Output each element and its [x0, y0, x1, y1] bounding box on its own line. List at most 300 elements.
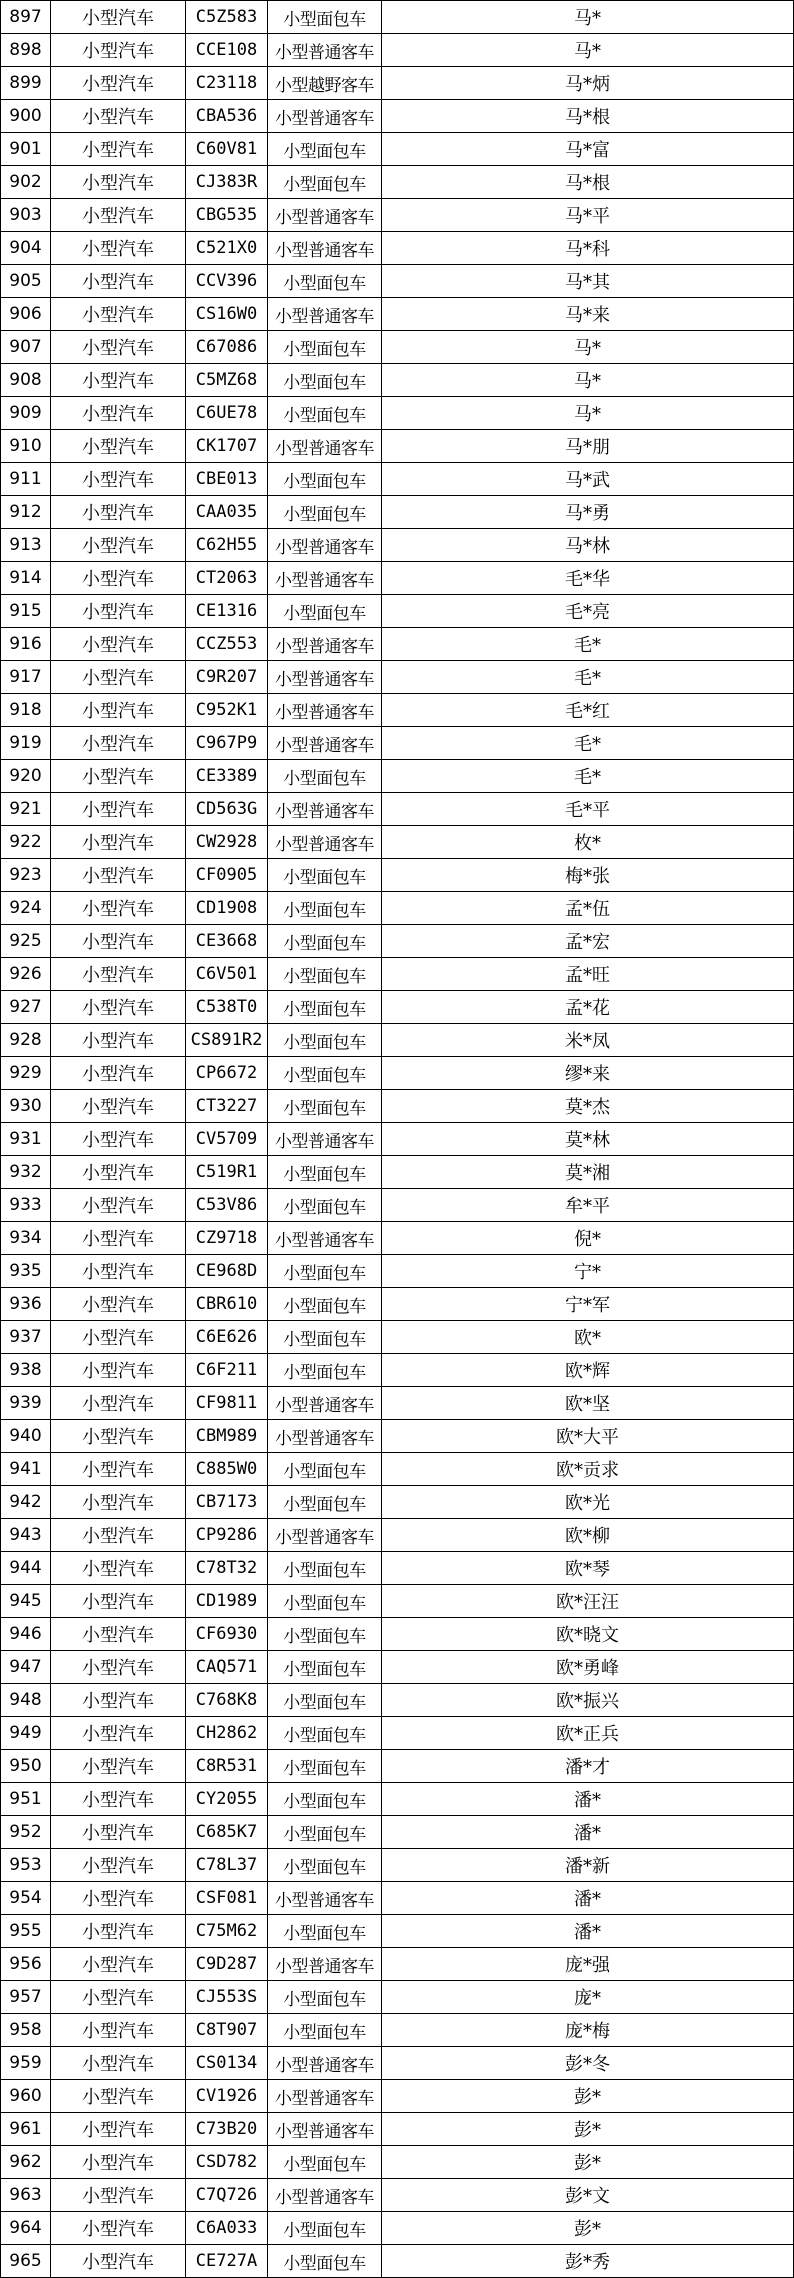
table-row — [1, 1090, 794, 1123]
vehicle-type-cell: 小型越野客车 — [268, 67, 382, 100]
row-number-cell: 952 — [1, 1816, 51, 1849]
table-row — [1, 364, 794, 397]
row-number-cell: 951 — [1, 1783, 51, 1816]
vehicle-type-cell: 小型面包车 — [268, 1024, 382, 1057]
owner-name-cell: 马* — [382, 397, 794, 430]
row-number-cell: 956 — [1, 1948, 51, 1981]
vehicle-type-cell: 小型面包车 — [268, 2245, 382, 2278]
vehicle-category-cell: 小型汽车 — [51, 1420, 186, 1453]
vehicle-type-cell: 小型面包车 — [268, 1288, 382, 1321]
vehicle-type-cell: 小型面包车 — [268, 1618, 382, 1651]
row-number-cell: 935 — [1, 1255, 51, 1288]
vehicle-category-cell: 小型汽车 — [51, 1024, 186, 1057]
vehicle-category-cell: 小型汽车 — [51, 925, 186, 958]
plate-number-cell: C9R207 — [186, 661, 268, 694]
vehicle-category-cell: 小型汽车 — [51, 859, 186, 892]
vehicle-category-cell: 小型汽车 — [51, 694, 186, 727]
vehicle-type-cell: 小型普通客车 — [268, 1420, 382, 1453]
table-row — [1, 760, 794, 793]
row-number-cell: 907 — [1, 331, 51, 364]
vehicle-type-cell: 小型面包车 — [268, 595, 382, 628]
table-row — [1, 166, 794, 199]
vehicle-category-cell: 小型汽车 — [51, 430, 186, 463]
vehicle-category-cell: 小型汽车 — [51, 1288, 186, 1321]
table-row — [1, 1651, 794, 1684]
vehicle-type-cell: 小型普通客车 — [268, 1882, 382, 1915]
vehicle-category-cell: 小型汽车 — [51, 1321, 186, 1354]
vehicle-type-cell: 小型面包车 — [268, 958, 382, 991]
table-row — [1, 826, 794, 859]
owner-name-cell: 马* — [382, 34, 794, 67]
owner-name-cell: 潘* — [382, 1783, 794, 1816]
owner-name-cell: 欧*辉 — [382, 1354, 794, 1387]
plate-number-cell: C8R531 — [186, 1750, 268, 1783]
row-number-cell: 917 — [1, 661, 51, 694]
table-row — [1, 1255, 794, 1288]
table-row — [1, 199, 794, 232]
plate-number-cell: C885W0 — [186, 1453, 268, 1486]
row-number-cell: 930 — [1, 1090, 51, 1123]
vehicle-category-cell: 小型汽车 — [51, 1354, 186, 1387]
owner-name-cell: 孟*伍 — [382, 892, 794, 925]
table-row — [1, 1783, 794, 1816]
plate-number-cell: C67086 — [186, 331, 268, 364]
row-number-cell: 947 — [1, 1651, 51, 1684]
plate-number-cell: CD1989 — [186, 1585, 268, 1618]
row-number-cell: 928 — [1, 1024, 51, 1057]
plate-number-cell: CD1908 — [186, 892, 268, 925]
table-row — [1, 892, 794, 925]
vehicle-category-cell: 小型汽车 — [51, 1255, 186, 1288]
row-number-cell: 932 — [1, 1156, 51, 1189]
row-number-cell: 913 — [1, 529, 51, 562]
owner-name-cell: 毛*平 — [382, 793, 794, 826]
row-number-cell: 964 — [1, 2212, 51, 2245]
plate-number-cell: CV1926 — [186, 2080, 268, 2113]
owner-name-cell: 马*其 — [382, 265, 794, 298]
owner-name-cell: 潘*新 — [382, 1849, 794, 1882]
plate-number-cell: C73B20 — [186, 2113, 268, 2146]
plate-number-cell: CY2055 — [186, 1783, 268, 1816]
owner-name-cell: 莫*杰 — [382, 1090, 794, 1123]
vehicle-category-cell: 小型汽车 — [51, 265, 186, 298]
plate-number-cell: C538T0 — [186, 991, 268, 1024]
owner-name-cell: 孟*花 — [382, 991, 794, 1024]
vehicle-type-cell: 小型面包车 — [268, 1849, 382, 1882]
plate-number-cell: C78L37 — [186, 1849, 268, 1882]
row-number-cell: 909 — [1, 397, 51, 430]
owner-name-cell: 彭*冬 — [382, 2047, 794, 2080]
vehicle-type-cell: 小型普通客车 — [268, 232, 382, 265]
row-number-cell: 934 — [1, 1222, 51, 1255]
vehicle-category-cell: 小型汽车 — [51, 34, 186, 67]
plate-number-cell: CS0134 — [186, 2047, 268, 2080]
owner-name-cell: 欧*贡求 — [382, 1453, 794, 1486]
vehicle-type-cell: 小型面包车 — [268, 2146, 382, 2179]
row-number-cell: 920 — [1, 760, 51, 793]
owner-name-cell: 缪*来 — [382, 1057, 794, 1090]
plate-number-cell: CBR610 — [186, 1288, 268, 1321]
vehicle-category-cell: 小型汽车 — [51, 1717, 186, 1750]
owner-name-cell: 马*朋 — [382, 430, 794, 463]
row-number-cell: 948 — [1, 1684, 51, 1717]
vehicle-category-cell: 小型汽车 — [51, 463, 186, 496]
row-number-cell: 918 — [1, 694, 51, 727]
owner-name-cell: 彭* — [382, 2080, 794, 2113]
plate-number-cell: CS891R2 — [186, 1024, 268, 1057]
plate-number-cell: CAQ571 — [186, 1651, 268, 1684]
table-row — [1, 1024, 794, 1057]
vehicle-type-cell: 小型面包车 — [268, 1156, 382, 1189]
table-row — [1, 2146, 794, 2179]
owner-name-cell: 马* — [382, 1, 794, 34]
table-row — [1, 2080, 794, 2113]
table-row — [1, 2212, 794, 2245]
row-number-cell: 937 — [1, 1321, 51, 1354]
vehicle-type-cell: 小型面包车 — [268, 1816, 382, 1849]
row-number-cell: 944 — [1, 1552, 51, 1585]
table-row — [1, 2179, 794, 2212]
row-number-cell: 911 — [1, 463, 51, 496]
owner-name-cell: 潘* — [382, 1816, 794, 1849]
row-number-cell: 921 — [1, 793, 51, 826]
vehicle-type-cell: 小型面包车 — [268, 397, 382, 430]
table-row — [1, 958, 794, 991]
vehicle-category-cell: 小型汽车 — [51, 2212, 186, 2245]
owner-name-cell: 欧*柳 — [382, 1519, 794, 1552]
table-row — [1, 1519, 794, 1552]
plate-number-cell: C60V81 — [186, 133, 268, 166]
owner-name-cell: 米*凤 — [382, 1024, 794, 1057]
table-row — [1, 1717, 794, 1750]
owner-name-cell: 彭*文 — [382, 2179, 794, 2212]
owner-name-cell: 马*平 — [382, 199, 794, 232]
vehicle-category-cell: 小型汽车 — [51, 364, 186, 397]
owner-name-cell: 莫*林 — [382, 1123, 794, 1156]
row-number-cell: 910 — [1, 430, 51, 463]
plate-number-cell: CBG535 — [186, 199, 268, 232]
owner-name-cell: 毛*亮 — [382, 595, 794, 628]
plate-number-cell: CCZ553 — [186, 628, 268, 661]
plate-number-cell: CE727A — [186, 2245, 268, 2278]
row-number-cell: 949 — [1, 1717, 51, 1750]
vehicle-type-cell: 小型普通客车 — [268, 100, 382, 133]
vehicle-category-cell: 小型汽车 — [51, 661, 186, 694]
table-body — [1, 1, 794, 2278]
vehicle-category-cell: 小型汽车 — [51, 1222, 186, 1255]
plate-number-cell: C6E626 — [186, 1321, 268, 1354]
owner-name-cell: 马*科 — [382, 232, 794, 265]
plate-number-cell: C7Q726 — [186, 2179, 268, 2212]
vehicle-type-cell: 小型普通客车 — [268, 1222, 382, 1255]
row-number-cell: 897 — [1, 1, 51, 34]
owner-name-cell: 庞*强 — [382, 1948, 794, 1981]
owner-name-cell: 宁*军 — [382, 1288, 794, 1321]
owner-name-cell: 马*武 — [382, 463, 794, 496]
row-number-cell: 954 — [1, 1882, 51, 1915]
row-number-cell: 912 — [1, 496, 51, 529]
vehicle-category-cell: 小型汽车 — [51, 2245, 186, 2278]
vehicle-category-cell: 小型汽车 — [51, 199, 186, 232]
vehicle-type-cell: 小型普通客车 — [268, 694, 382, 727]
vehicle-type-cell: 小型普通客车 — [268, 1387, 382, 1420]
plate-number-cell: CF0905 — [186, 859, 268, 892]
owner-name-cell: 孟*宏 — [382, 925, 794, 958]
table-row — [1, 1420, 794, 1453]
vehicle-category-cell: 小型汽车 — [51, 232, 186, 265]
owner-name-cell: 毛*红 — [382, 694, 794, 727]
owner-name-cell: 枚* — [382, 826, 794, 859]
plate-number-cell: C521X0 — [186, 232, 268, 265]
plate-number-cell: C6A033 — [186, 2212, 268, 2245]
table-row — [1, 859, 794, 892]
row-number-cell: 898 — [1, 34, 51, 67]
owner-name-cell: 潘* — [382, 1915, 794, 1948]
vehicle-type-cell: 小型面包车 — [268, 1453, 382, 1486]
vehicle-type-cell: 小型普通客车 — [268, 628, 382, 661]
table-row — [1, 1882, 794, 1915]
owner-name-cell: 庞*梅 — [382, 2014, 794, 2047]
vehicle-type-cell: 小型面包车 — [268, 1915, 382, 1948]
vehicle-category-cell: 小型汽车 — [51, 1915, 186, 1948]
table-row — [1, 463, 794, 496]
table-row — [1, 1387, 794, 1420]
vehicle-category-cell: 小型汽车 — [51, 1684, 186, 1717]
table-row — [1, 100, 794, 133]
vehicle-category-cell: 小型汽车 — [51, 1981, 186, 2014]
vehicle-type-cell: 小型面包车 — [268, 1354, 382, 1387]
vehicle-type-cell: 小型普通客车 — [268, 661, 382, 694]
plate-number-cell: CS16W0 — [186, 298, 268, 331]
vehicle-category-cell: 小型汽车 — [51, 2080, 186, 2113]
row-number-cell: 927 — [1, 991, 51, 1024]
vehicle-type-cell: 小型普通客车 — [268, 2113, 382, 2146]
vehicle-category-cell: 小型汽车 — [51, 1486, 186, 1519]
row-number-cell: 924 — [1, 892, 51, 925]
plate-number-cell: CBE013 — [186, 463, 268, 496]
vehicle-category-cell: 小型汽车 — [51, 2179, 186, 2212]
plate-number-cell: CAA035 — [186, 496, 268, 529]
vehicle-type-cell: 小型面包车 — [268, 1321, 382, 1354]
plate-number-cell: C519R1 — [186, 1156, 268, 1189]
table-row — [1, 1288, 794, 1321]
vehicle-type-cell: 小型普通客车 — [268, 562, 382, 595]
vehicle-category-cell: 小型汽车 — [51, 1651, 186, 1684]
vehicle-type-cell: 小型普通客车 — [268, 1519, 382, 1552]
vehicle-type-cell: 小型面包车 — [268, 1057, 382, 1090]
vehicle-type-cell: 小型面包车 — [268, 1552, 382, 1585]
plate-number-cell: C8T907 — [186, 2014, 268, 2047]
vehicle-type-cell: 小型面包车 — [268, 760, 382, 793]
plate-number-cell: C6UE78 — [186, 397, 268, 430]
row-number-cell: 960 — [1, 2080, 51, 2113]
row-number-cell: 926 — [1, 958, 51, 991]
table-row — [1, 1, 794, 34]
plate-number-cell: CV5709 — [186, 1123, 268, 1156]
owner-name-cell: 马*富 — [382, 133, 794, 166]
vehicle-type-cell: 小型面包车 — [268, 1, 382, 34]
owner-name-cell: 毛* — [382, 727, 794, 760]
vehicle-type-cell: 小型面包车 — [268, 892, 382, 925]
row-number-cell: 939 — [1, 1387, 51, 1420]
vehicle-type-cell: 小型普通客车 — [268, 793, 382, 826]
row-number-cell: 933 — [1, 1189, 51, 1222]
owner-name-cell: 彭*秀 — [382, 2245, 794, 2278]
table-row — [1, 430, 794, 463]
vehicle-type-cell: 小型面包车 — [268, 1090, 382, 1123]
owner-name-cell: 欧* — [382, 1321, 794, 1354]
vehicle-category-cell: 小型汽车 — [51, 1783, 186, 1816]
plate-number-cell: CT3227 — [186, 1090, 268, 1123]
owner-name-cell: 欧*坚 — [382, 1387, 794, 1420]
row-number-cell: 953 — [1, 1849, 51, 1882]
row-number-cell: 941 — [1, 1453, 51, 1486]
table-row — [1, 1948, 794, 1981]
owner-name-cell: 彭* — [382, 2212, 794, 2245]
table-row — [1, 496, 794, 529]
plate-number-cell: C23118 — [186, 67, 268, 100]
vehicle-type-cell: 小型面包车 — [268, 1255, 382, 1288]
vehicle-category-cell: 小型汽车 — [51, 892, 186, 925]
vehicle-category-cell: 小型汽车 — [51, 1585, 186, 1618]
row-number-cell: 914 — [1, 562, 51, 595]
vehicle-category-cell: 小型汽车 — [51, 1519, 186, 1552]
plate-number-cell: CF9811 — [186, 1387, 268, 1420]
table-row — [1, 793, 794, 826]
table-row — [1, 1552, 794, 1585]
table-row — [1, 133, 794, 166]
table-row — [1, 1981, 794, 2014]
row-number-cell: 899 — [1, 67, 51, 100]
vehicle-category-cell: 小型汽车 — [51, 1453, 186, 1486]
row-number-cell: 902 — [1, 166, 51, 199]
vehicle-category-cell: 小型汽车 — [51, 496, 186, 529]
plate-number-cell: CH2862 — [186, 1717, 268, 1750]
row-number-cell: 923 — [1, 859, 51, 892]
owner-name-cell: 马*来 — [382, 298, 794, 331]
row-number-cell: 916 — [1, 628, 51, 661]
vehicle-category-cell: 小型汽车 — [51, 1387, 186, 1420]
plate-number-cell: C5MZ68 — [186, 364, 268, 397]
plate-number-cell: CSF081 — [186, 1882, 268, 1915]
owner-name-cell: 马* — [382, 331, 794, 364]
owner-name-cell: 彭* — [382, 2146, 794, 2179]
table-row — [1, 1453, 794, 1486]
owner-name-cell: 马*根 — [382, 166, 794, 199]
vehicle-category-cell: 小型汽车 — [51, 628, 186, 661]
table-row — [1, 1849, 794, 1882]
row-number-cell: 929 — [1, 1057, 51, 1090]
owner-name-cell: 欧*汪汪 — [382, 1585, 794, 1618]
vehicle-type-cell: 小型面包车 — [268, 2014, 382, 2047]
table-row — [1, 1684, 794, 1717]
row-number-cell: 925 — [1, 925, 51, 958]
row-number-cell: 962 — [1, 2146, 51, 2179]
table-row — [1, 1354, 794, 1387]
vehicle-type-cell: 小型面包车 — [268, 463, 382, 496]
table-row — [1, 34, 794, 67]
vehicle-category-cell: 小型汽车 — [51, 1948, 186, 1981]
table-row — [1, 1915, 794, 1948]
vehicle-category-cell: 小型汽车 — [51, 760, 186, 793]
row-number-cell: 908 — [1, 364, 51, 397]
vehicle-type-cell: 小型面包车 — [268, 859, 382, 892]
table-row — [1, 727, 794, 760]
vehicle-category-cell: 小型汽车 — [51, 2014, 186, 2047]
owner-name-cell: 马*勇 — [382, 496, 794, 529]
table-row — [1, 925, 794, 958]
plate-number-cell: CBA536 — [186, 100, 268, 133]
vehicle-type-cell: 小型面包车 — [268, 496, 382, 529]
table-row — [1, 1585, 794, 1618]
vehicle-type-cell: 小型普通客车 — [268, 826, 382, 859]
row-number-cell: 940 — [1, 1420, 51, 1453]
plate-number-cell: CE968D — [186, 1255, 268, 1288]
vehicle-category-cell: 小型汽车 — [51, 1750, 186, 1783]
plate-number-cell: CF6930 — [186, 1618, 268, 1651]
plate-number-cell: CZ9718 — [186, 1222, 268, 1255]
row-number-cell: 901 — [1, 133, 51, 166]
row-number-cell: 958 — [1, 2014, 51, 2047]
plate-number-cell: C768K8 — [186, 1684, 268, 1717]
owner-name-cell: 庞* — [382, 1981, 794, 2014]
vehicle-type-cell: 小型面包车 — [268, 1651, 382, 1684]
owner-name-cell: 毛* — [382, 628, 794, 661]
owner-name-cell: 欧*大平 — [382, 1420, 794, 1453]
row-number-cell: 903 — [1, 199, 51, 232]
row-number-cell: 906 — [1, 298, 51, 331]
vehicle-category-cell: 小型汽车 — [51, 1, 186, 34]
table-row — [1, 529, 794, 562]
row-number-cell: 945 — [1, 1585, 51, 1618]
table-row — [1, 1057, 794, 1090]
row-number-cell: 904 — [1, 232, 51, 265]
row-number-cell: 922 — [1, 826, 51, 859]
plate-number-cell: C78T32 — [186, 1552, 268, 1585]
vehicle-category-cell: 小型汽车 — [51, 67, 186, 100]
vehicle-type-cell: 小型普通客车 — [268, 1123, 382, 1156]
owner-name-cell: 倪* — [382, 1222, 794, 1255]
plate-number-cell: CJ553S — [186, 1981, 268, 2014]
owner-name-cell: 潘*才 — [382, 1750, 794, 1783]
vehicle-category-cell: 小型汽车 — [51, 826, 186, 859]
table-row — [1, 628, 794, 661]
vehicle-type-cell: 小型普通客车 — [268, 2047, 382, 2080]
row-number-cell: 950 — [1, 1750, 51, 1783]
table-row — [1, 1750, 794, 1783]
vehicle-type-cell: 小型面包车 — [268, 1981, 382, 2014]
vehicle-type-cell: 小型面包车 — [268, 166, 382, 199]
vehicle-category-cell: 小型汽车 — [51, 1189, 186, 1222]
owner-name-cell: 毛*华 — [382, 562, 794, 595]
vehicle-category-cell: 小型汽车 — [51, 958, 186, 991]
vehicle-type-cell: 小型面包车 — [268, 925, 382, 958]
plate-number-cell: C75M62 — [186, 1915, 268, 1948]
owner-name-cell: 毛* — [382, 661, 794, 694]
row-number-cell: 931 — [1, 1123, 51, 1156]
vehicle-type-cell: 小型面包车 — [268, 364, 382, 397]
table-row — [1, 1123, 794, 1156]
vehicle-type-cell: 小型面包车 — [268, 1486, 382, 1519]
vehicle-category-cell: 小型汽车 — [51, 298, 186, 331]
plate-number-cell: CE3668 — [186, 925, 268, 958]
table-row — [1, 232, 794, 265]
table-row — [1, 694, 794, 727]
plate-number-cell: CB7173 — [186, 1486, 268, 1519]
row-number-cell: 943 — [1, 1519, 51, 1552]
vehicle-type-cell: 小型普通客车 — [268, 34, 382, 67]
plate-number-cell: CCV396 — [186, 265, 268, 298]
